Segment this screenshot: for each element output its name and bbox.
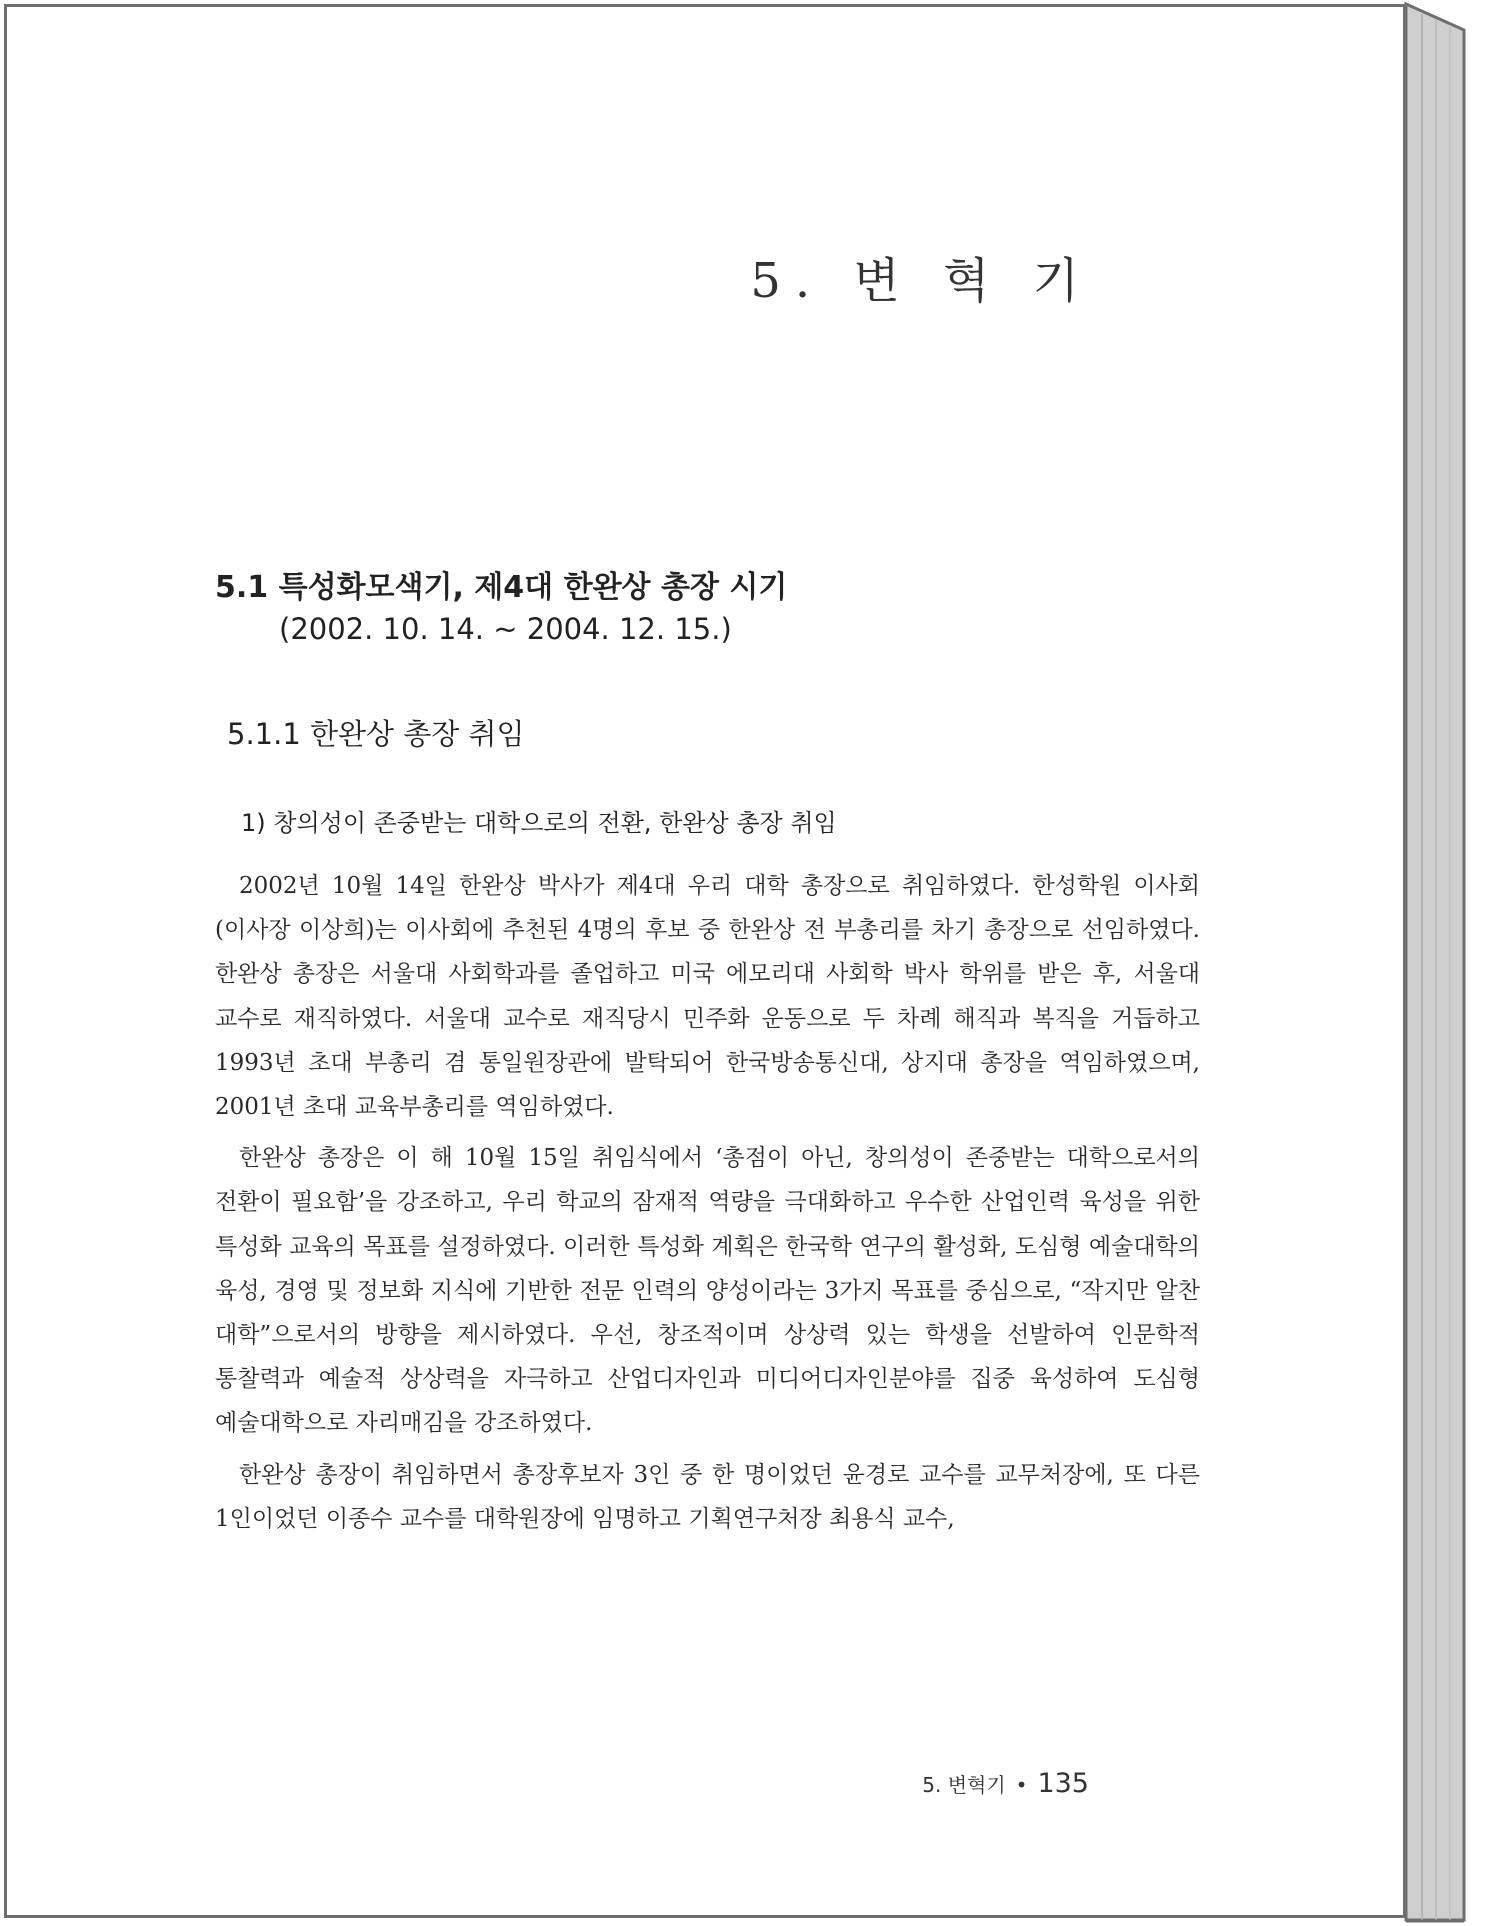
- body-text: [215, 864, 1200, 1548]
- section-dates: (2002. 10. 14. ~ 2004. 12. 15.): [279, 612, 732, 646]
- paragraph: 2002년 10월 14일 한완상 박사가 제4대 우리 대학 총장으로 취임하였다. 한성학원 이사회(이사장 이상희)는 이사회에 추천된 4명의 후보 중 한완상 전 부총리를 차기 총장으로 선임하였다. 한완상 총장은 서울대 사회학과를 졸업하고 미국 에모리대 사회학 박사 학위를 받은 후, 서울대 교수로 재직하였다. 서울대 교수로 재직당시 민주화 운동으로 두 차례 해직과 복직을 거듭하고 1993년 초대 부총리 겸 통일원장관에 발탁되어 한국방송통신대, 상지대 총장을 역임하였으며, 2001년 초대 교육부총리를 역임하였다.: [215, 873, 1200, 1121]
- page-number: 135: [1037, 1768, 1089, 1799]
- item-title: 1) 창의성이 존중받는 대학으로의 전환, 한완상 총장 취임: [241, 809, 837, 837]
- subsection-title: 5.1.1 한완상 총장 취임: [227, 717, 525, 751]
- footer-separator: •: [1015, 1773, 1028, 1797]
- paragraph: 한완상 총장이 취임하면서 총장후보자 3인 중 한 명이었던 윤경로 교수를 교무처장에, 또 다른 1인이었던 이종수 교수를 대학원장에 임명하고 기획연구처장 최용식 교수,: [215, 1461, 1200, 1532]
- chapter-heading: 5. 변 혁 기: [750, 253, 1093, 309]
- section-title: 5.1 특성화모색기, 제4대 한완상 총장 시기: [215, 570, 788, 605]
- page-footer: [922, 1768, 1089, 1799]
- footer-chapter: 5. 변혁기: [922, 1773, 1006, 1797]
- paragraph: 한완상 총장은 이 해 10월 15일 취임식에서 ‘총점이 아닌, 창의성이 존중받는 대학으로서의 전환이 필요함’을 강조하고, 우리 학교의 잠재적 역량을 극대화하고 우수한 산업인력 육성을 위한 특성화 교육의 목표를 설정하였다. 이러한 특성화 계획은 한국학 연구의 활성화, 도심형 예술대학의 육성, 경영 및 정보화 지식에 기반한 전문 인력의 양성이라는 3가지 목표를 중심으로, “작지만 알찬 대학”으로서의 방향을 제시하였다. 우선, 창조적이며 상상력 있는 학생을 선발하여 인문학적 통찰력과 예술적 상상력을 자극하고 산업디자인과 미디어디자인분야를 집중 육성하여 도심형 예술대학으로 자리매김을 강조하였다.: [215, 1145, 1200, 1437]
- book-page: [4, 4, 1406, 1918]
